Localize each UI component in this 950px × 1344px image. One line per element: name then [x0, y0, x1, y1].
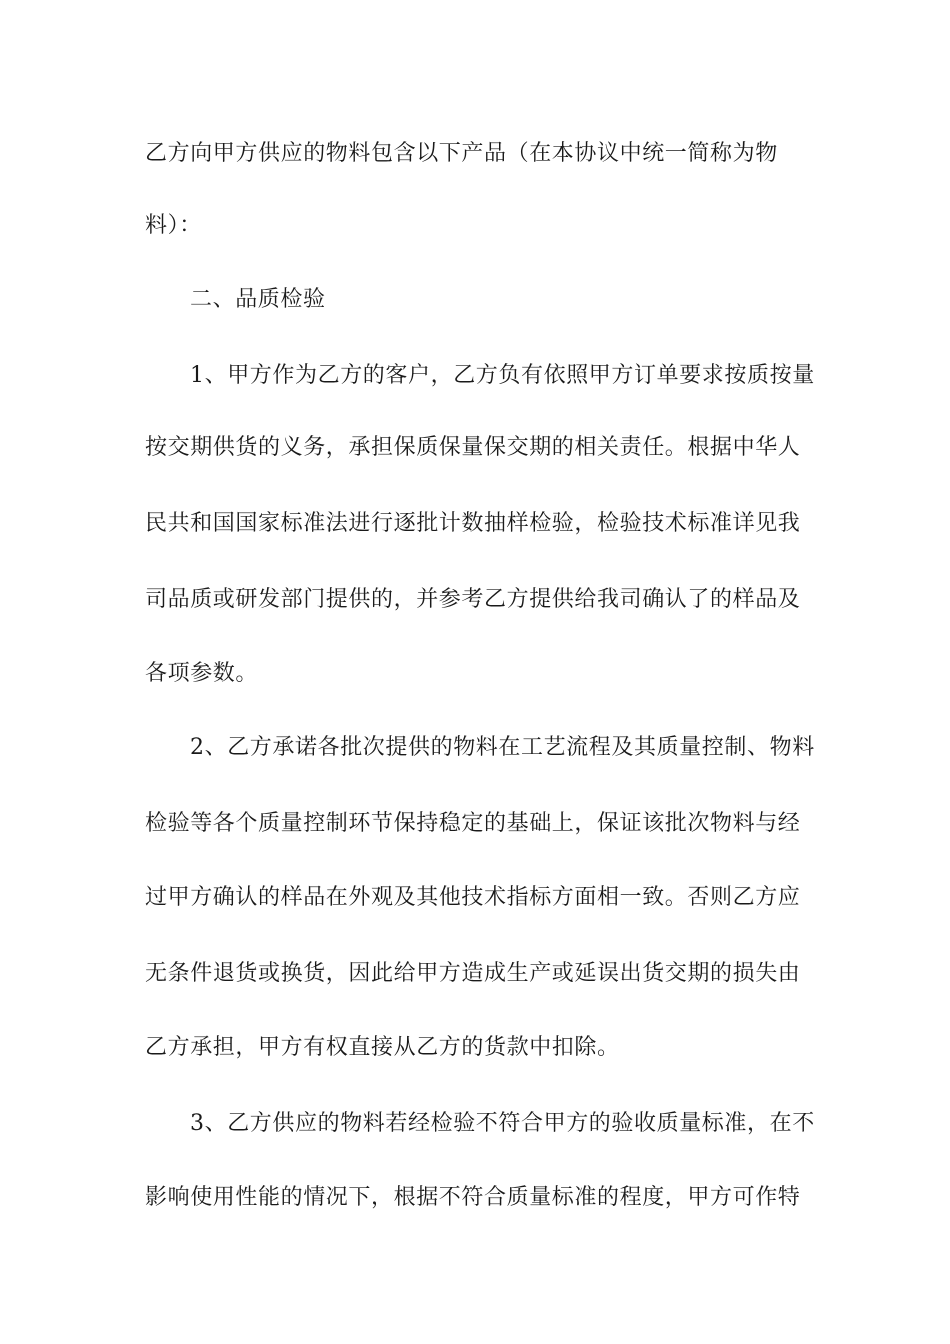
paragraph-line: 3、乙方供应的物料若经检验不符合甲方的验收质量标准，在不 — [190, 1111, 815, 1136]
paragraph-line: 无条件退货或换货，因此给甲方造成生产或延误出货交期的损失由 — [145, 961, 801, 986]
paragraph-line: 各项参数。 — [145, 661, 259, 686]
paragraph-line: 2、乙方承诺各批次提供的物料在工艺流程及其质量控制、物料 — [190, 735, 815, 760]
paragraph-line: 乙方承担，甲方有权直接从乙方的货款中扣除。 — [145, 1035, 620, 1060]
paragraph-line: 检验等各个质量控制环节保持稳定的基础上，保证该批次物料与经 — [145, 811, 801, 836]
paragraph-line: 1、甲方作为乙方的客户，乙方负有依照甲方订单要求按质按量 — [190, 363, 815, 388]
paragraph-line: 民共和国国家标准法进行逐批计数抽样检验，检验技术标准详见我 — [145, 511, 801, 536]
paragraph-line: 过甲方确认的样品在外观及其他技术指标方面相一致。否则乙方应 — [145, 885, 801, 910]
paragraph-line: 司品质或研发部门提供的，并参考乙方提供给我司确认了的样品及 — [145, 587, 801, 612]
paragraph-line: 按交期供货的义务，承担保质保量保交期的相关责任。根据中华人 — [145, 435, 801, 460]
paragraph-line: 料）： — [145, 213, 202, 238]
paragraph-line: 乙方向甲方供应的物料包含以下产品（在本协议中统一简称为物 — [145, 141, 778, 166]
paragraph-line: 影响使用性能的情况下，根据不符合质量标准的程度，甲方可作特 — [145, 1185, 801, 1210]
section-heading: 二、品质检验 — [190, 287, 326, 312]
